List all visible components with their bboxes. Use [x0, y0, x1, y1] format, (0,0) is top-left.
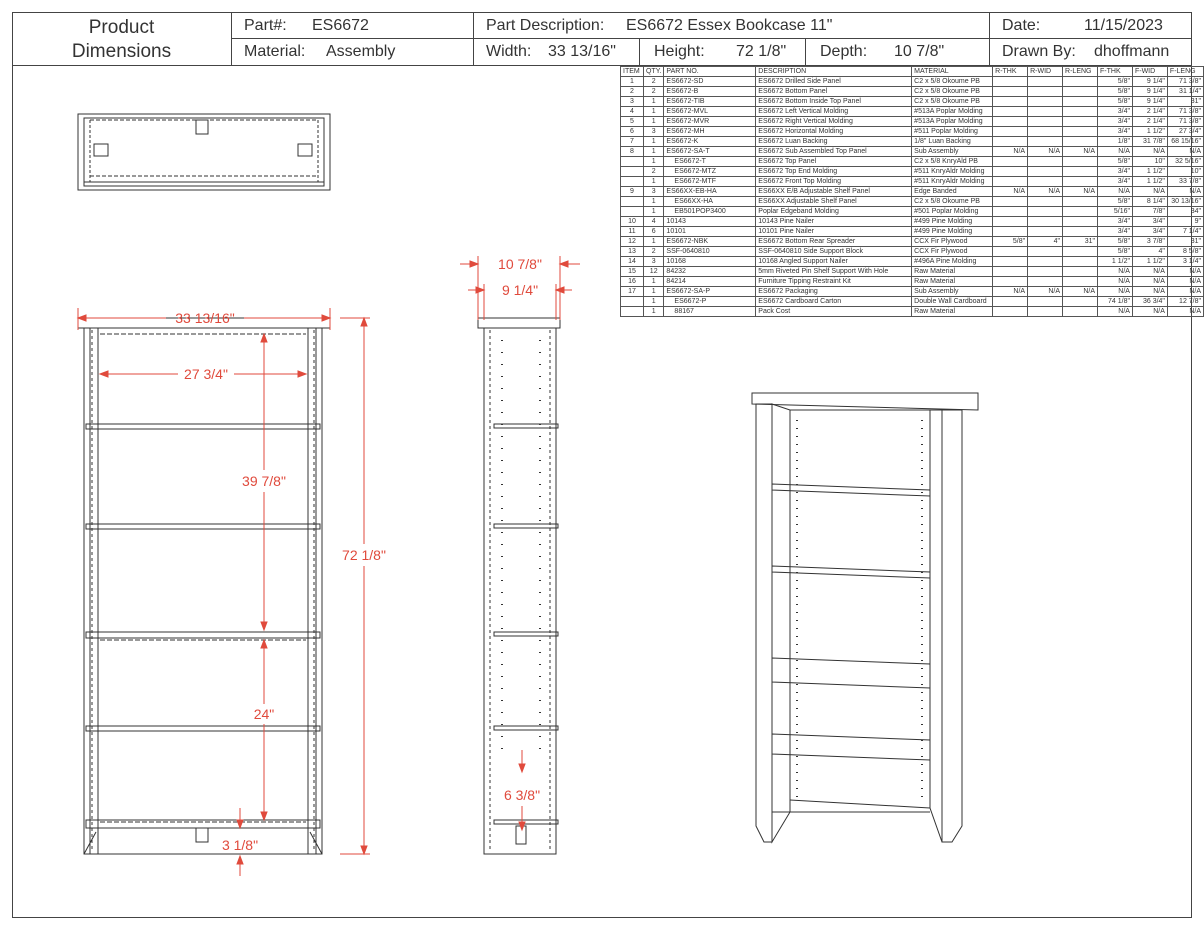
- front-view: [78, 318, 330, 854]
- bom-cell: 84214: [664, 277, 756, 287]
- bom-col-f-leng: F-LENG: [1167, 67, 1203, 77]
- bom-cell: 27 3/4": [1167, 127, 1203, 137]
- bom-cell: 84232: [664, 267, 756, 277]
- bom-cell: 5/8": [1098, 237, 1133, 247]
- bom-cell: 4": [1028, 237, 1063, 247]
- bom-cell: Raw Material: [912, 267, 993, 277]
- width-label: Width:: [486, 43, 532, 60]
- description-value: ES6672 Essex Bookcase 11": [626, 17, 833, 34]
- dim-inner-width: 27 3/4": [184, 366, 228, 382]
- bom-cell: ES6672 Drilled Side Panel: [756, 77, 912, 87]
- part-label: Part#:: [244, 17, 287, 34]
- height-value: 72 1/8": [736, 43, 787, 60]
- bom-cell: 9 1/4": [1132, 77, 1167, 87]
- bom-cell: 3: [621, 97, 644, 107]
- bom-cell: 4: [621, 107, 644, 117]
- depth-value: 10 7/8": [894, 43, 945, 60]
- bom-cell: #513A Poplar Molding: [912, 107, 993, 117]
- bom-cell: ES6672 Bottom Panel: [756, 87, 912, 97]
- bom-cell: ES6672-MVL: [664, 107, 756, 117]
- bom-cell: 1: [643, 207, 663, 217]
- bom-cell: 3/4": [1098, 107, 1133, 117]
- bom-cell: 7/8": [1132, 207, 1167, 217]
- bom-cell: 5/8": [1098, 247, 1133, 257]
- bom-cell: ES6672-MTZ: [664, 167, 756, 177]
- bom-cell: 1: [621, 77, 644, 87]
- bom-cell: ES6672-MH: [664, 127, 756, 137]
- bom-cell: ES6672 Bottom Inside Top Panel: [756, 97, 912, 107]
- bom-cell: ES6672-TIB: [664, 97, 756, 107]
- bom-cell: 2: [643, 247, 663, 257]
- bom-cell: #499 Pine Molding: [912, 217, 993, 227]
- bom-cell: N/A: [1167, 187, 1203, 197]
- bom-col-f-thk: F-THK: [1098, 67, 1133, 77]
- title-line-1: Product: [88, 17, 155, 38]
- bom-col-material: MATERIAL: [912, 67, 993, 77]
- bom-cell: 5: [621, 117, 644, 127]
- bom-cell: #501 Poplar Molding: [912, 207, 993, 217]
- bom-cell: Furniture Tipping Restraint Kit: [756, 277, 912, 287]
- bom-cell: 5/8": [1098, 97, 1133, 107]
- bom-cell: 3/4": [1098, 227, 1133, 237]
- bom-cell: N/A: [1098, 267, 1133, 277]
- bom-cell: 33 7/8": [1167, 177, 1203, 187]
- bom-cell: 6: [621, 127, 644, 137]
- bom-cell: 15: [621, 267, 644, 277]
- bom-cell: N/A: [1132, 147, 1167, 157]
- bom-cell: 2: [643, 77, 663, 87]
- bom-cell: N/A: [993, 187, 1028, 197]
- bom-cell: 31 1/4": [1167, 87, 1203, 97]
- bom-cell: ES6672-NBK: [664, 237, 756, 247]
- bom-cell: 3/4": [1132, 227, 1167, 237]
- bom-cell: 34": [1167, 207, 1203, 217]
- depth-label: Depth:: [820, 43, 868, 60]
- bom-cell: CCX Fir Plywood: [912, 247, 993, 257]
- isometric-view: [752, 393, 978, 842]
- bom-cell: ES6672-MVR: [664, 117, 756, 127]
- bom-cell: 1/8" Luan Backing: [912, 137, 993, 147]
- bom-cell: Pack Cost: [756, 307, 912, 317]
- bom-cell: 9": [1167, 217, 1203, 227]
- bom-cell: ES6672 Sub Assembled Top Panel: [756, 147, 912, 157]
- bom-cell: ES6672 Luan Backing: [756, 137, 912, 147]
- height-label: Height:: [654, 43, 705, 60]
- bom-cell: N/A: [1063, 187, 1098, 197]
- dim-overall-height: 72 1/8": [342, 547, 386, 563]
- bom-cell: 2: [643, 167, 663, 177]
- bom-cell: ES6672 Left Vertical Molding: [756, 107, 912, 117]
- bom-cell: N/A: [1098, 277, 1133, 287]
- top-view: [78, 114, 330, 190]
- bom-cell: ES6672 Top Panel: [756, 157, 912, 167]
- bom-cell: 2: [643, 87, 663, 97]
- bom-cell: 1: [643, 157, 663, 167]
- bom-cell: 36 3/4": [1132, 297, 1167, 307]
- bom-cell: #511 KnryAldr Molding: [912, 167, 993, 177]
- bom-cell: 71 3/8": [1167, 107, 1203, 117]
- bom-cell: Sub Assembly: [912, 287, 993, 297]
- bom-cell: C2 x 5/8 Okoume PB: [912, 197, 993, 207]
- bom-col-description: DESCRIPTION: [756, 67, 912, 77]
- bom-cell: 1: [643, 307, 663, 317]
- bom-cell: 1 1/2": [1132, 127, 1167, 137]
- bom-cell: 10168 Angled Support Nailer: [756, 257, 912, 267]
- bom-cell: N/A: [1167, 147, 1203, 157]
- bom-cell: 1: [643, 147, 663, 157]
- bom-cell: ES6672-K: [664, 137, 756, 147]
- dim-overall-width: 33 13/16": [175, 310, 235, 326]
- bom-cell: N/A: [993, 147, 1028, 157]
- date-label: Date:: [1002, 17, 1041, 34]
- dim-side-offset: 6 3/8": [503, 787, 541, 803]
- bom-cell: Raw Material: [912, 307, 993, 317]
- bom-cell: Poplar Edgeband Molding: [756, 207, 912, 217]
- bom-cell: 1: [643, 107, 663, 117]
- bom-cell: 11: [621, 227, 644, 237]
- bom-cell: 12 7/8": [1167, 297, 1203, 307]
- bom-cell: N/A: [1098, 307, 1133, 317]
- bom-col-part-no: PART NO.: [664, 67, 756, 77]
- bom-cell: 10: [621, 217, 644, 227]
- bom-cell: Raw Material: [912, 277, 993, 287]
- bom-cell: 74 1/8": [1098, 297, 1133, 307]
- bom-cell: 2 1/4": [1132, 117, 1167, 127]
- bom-cell: 1: [643, 177, 663, 187]
- bom-cell: 1 1/2": [1132, 177, 1167, 187]
- material-label: Material:: [244, 43, 306, 60]
- bom-cell: ES6672-P: [664, 297, 756, 307]
- bom-col-f-wid: F-WID: [1132, 67, 1167, 77]
- bom-cell: 3: [643, 127, 663, 137]
- bom-cell: 5/16": [1098, 207, 1133, 217]
- bom-cell: ES66XX E/B Adjustable Shelf Panel: [756, 187, 912, 197]
- bom-cell: N/A: [1028, 187, 1063, 197]
- bom-cell: ES6672 Right Vertical Molding: [756, 117, 912, 127]
- bom-cell: 10168: [664, 257, 756, 267]
- bom-cell: 32 5/16": [1167, 157, 1203, 167]
- dim-depth-inner: 9 1/4": [501, 282, 539, 298]
- bom-cell: 1: [643, 197, 663, 207]
- bom-cell: 12: [643, 267, 663, 277]
- dim-depth-overall: 10 7/8": [498, 256, 542, 272]
- bom-cell: CCX Fir Plywood: [912, 237, 993, 247]
- bom-cell: C2 x 5/8 Okoume PB: [912, 97, 993, 107]
- drawn-by-value: dhoffmann: [1094, 43, 1170, 60]
- bom-cell: 3: [643, 257, 663, 267]
- bom-cell: 17: [621, 287, 644, 297]
- bom-col-r-thk: R-THK: [993, 67, 1028, 77]
- bom-cell: 88167: [664, 307, 756, 317]
- bom-cell: 5/8": [1098, 197, 1133, 207]
- bom-cell: N/A: [1167, 307, 1203, 317]
- bom-cell: 1: [643, 297, 663, 307]
- bom-cell: 5/8": [1098, 157, 1133, 167]
- bom-cell: 4: [643, 217, 663, 227]
- bom-cell: ES6672 Packaging: [756, 287, 912, 297]
- bom-cell: 5/8": [993, 237, 1028, 247]
- bom-cell: C2 x 5/8 KnryAld PB: [912, 157, 993, 167]
- bom-cell: 3/4": [1098, 217, 1133, 227]
- bom-cell: 5/8": [1098, 87, 1133, 97]
- bom-cell: Edge Banded: [912, 187, 993, 197]
- bom-cell: N/A: [1098, 187, 1133, 197]
- dimension-lines: [78, 256, 580, 876]
- bom-cell: 1: [643, 97, 663, 107]
- bom-cell: 31": [1167, 237, 1203, 247]
- bom-cell: ES6672 Horizontal Molding: [756, 127, 912, 137]
- bom-cell: EB501POP3400: [664, 207, 756, 217]
- bom-cell: #499 Pine Molding: [912, 227, 993, 237]
- bom-cell: 8 5/8": [1167, 247, 1203, 257]
- bom-cell: 30 13/16": [1167, 197, 1203, 207]
- bom-cell: 3/4": [1098, 127, 1133, 137]
- bom-cell: 3 1/4": [1167, 257, 1203, 267]
- bom-cell: ES6672 Top End Molding: [756, 167, 912, 177]
- bom-cell: #511 Poplar Molding: [912, 127, 993, 137]
- bom-cell: 3: [643, 187, 663, 197]
- bom-cell: 31": [1167, 97, 1203, 107]
- bom-cell: 1: [643, 237, 663, 247]
- bom-cell: 9: [621, 187, 644, 197]
- bom-cell: 10143: [664, 217, 756, 227]
- bom-cell: #513A Poplar Molding: [912, 117, 993, 127]
- bom-cell: 9 1/4": [1132, 97, 1167, 107]
- bom-cell: 31 7/8": [1132, 137, 1167, 147]
- bom-cell: N/A: [993, 287, 1028, 297]
- bom-cell: SSF-0640810 Side Support Block: [756, 247, 912, 257]
- bom-cell: N/A: [1098, 147, 1133, 157]
- title-line-2: Dimensions: [71, 41, 172, 62]
- bom-cell: 12: [621, 237, 644, 247]
- bom-cell: ES6672-B: [664, 87, 756, 97]
- bom-cell: 4": [1132, 247, 1167, 257]
- bom-cell: ES66XX-HA: [664, 197, 756, 207]
- bom-cell: Double Wall Cardboard: [912, 297, 993, 307]
- description-label: Part Description:: [486, 17, 605, 34]
- bom-cell: N/A: [1132, 267, 1167, 277]
- bom-cell: 6: [643, 227, 663, 237]
- bom-cell: 8: [621, 147, 644, 157]
- bom-cell: 5/8": [1098, 77, 1133, 87]
- bom-cell: N/A: [1167, 287, 1203, 297]
- bom-cell: 71 3/8": [1167, 117, 1203, 127]
- bom-cell: 1 1/2": [1132, 167, 1167, 177]
- bom-cell: 3/4": [1098, 117, 1133, 127]
- bom-cell: N/A: [1132, 187, 1167, 197]
- bom-cell: C2 x 5/8 Okoume PB: [912, 87, 993, 97]
- bom-cell: 8 1/4": [1132, 197, 1167, 207]
- bom-cell: 3/4": [1098, 177, 1133, 187]
- bom-cell: 3/4": [1132, 217, 1167, 227]
- bom-cell: 10143 Pine Nailer: [756, 217, 912, 227]
- bom-cell: SSF-0640810: [664, 247, 756, 257]
- bom-cell: #511 KnryAldr Molding: [912, 177, 993, 187]
- bom-cell: 10101 Pine Nailer: [756, 227, 912, 237]
- bom-cell: 1: [643, 117, 663, 127]
- bom-cell: 1: [643, 137, 663, 147]
- bom-col-r-wid: R-WID: [1028, 67, 1063, 77]
- bom-col-item: ITEM: [621, 67, 644, 77]
- bom-col-qty: QTY.: [643, 67, 663, 77]
- bom-cell: Sub Assembly: [912, 147, 993, 157]
- bom-col-r-leng: R-LENG: [1063, 67, 1098, 77]
- bom-cell: 13: [621, 247, 644, 257]
- material-value: Assembly: [326, 43, 396, 60]
- bom-cell: N/A: [1063, 147, 1098, 157]
- bom-cell: ES6672-MTF: [664, 177, 756, 187]
- bom-cell: ES66XX Adjustable Shelf Panel: [756, 197, 912, 207]
- bom-cell: 10": [1167, 167, 1203, 177]
- dim-bottom-offset: 3 1/8": [221, 837, 259, 853]
- bom-cell: 9 1/4": [1132, 87, 1167, 97]
- bom-cell: 1: [643, 287, 663, 297]
- side-view: [478, 318, 560, 854]
- bom-cell: ES6672 Bottom Rear Spreader: [756, 237, 912, 247]
- bom-cell: 7: [621, 137, 644, 147]
- bom-cell: N/A: [1132, 287, 1167, 297]
- bom-cell: ES6672-SA-T: [664, 147, 756, 157]
- bom-cell: 14: [621, 257, 644, 267]
- bom-cell: ES6672 Front Top Molding: [756, 177, 912, 187]
- width-value: 33 13/16": [548, 43, 616, 60]
- bom-cell: N/A: [1028, 147, 1063, 157]
- bom-cell: 7 1/4": [1167, 227, 1203, 237]
- bom-cell: 1 1/2": [1132, 257, 1167, 267]
- part-value: ES6672: [312, 17, 369, 34]
- date-value: 11/15/2023: [1084, 17, 1163, 34]
- bom-cell: N/A: [1028, 287, 1063, 297]
- bom-cell: ES6672-SD: [664, 77, 756, 87]
- bom-cell: 10": [1132, 157, 1167, 167]
- drawn-by-label: Drawn By:: [1002, 43, 1076, 60]
- bom-cell: 1/8": [1098, 137, 1133, 147]
- bom-cell: ES6672-T: [664, 157, 756, 167]
- bom-cell: N/A: [1167, 277, 1203, 287]
- bom-cell: ES6672 Cardboard Carton: [756, 297, 912, 307]
- bom-cell: 2: [621, 87, 644, 97]
- bom-cell: 3 7/8": [1132, 237, 1167, 247]
- bom-cell: 71 3/8": [1167, 77, 1203, 87]
- dim-lower-gap: 24": [253, 706, 275, 722]
- bom-cell: ES6672-SA-P: [664, 287, 756, 297]
- bom-cell: N/A: [1098, 287, 1133, 297]
- bom-cell: 1 1/2": [1098, 257, 1133, 267]
- bom-cell: 5mm Riveted Pin Shelf Support With Hole: [756, 267, 912, 277]
- bom-cell: #496A Pine Molding: [912, 257, 993, 267]
- bom-cell: 31": [1063, 237, 1098, 247]
- bom-cell: N/A: [1063, 287, 1098, 297]
- bom-cell: N/A: [1132, 277, 1167, 287]
- dim-shelf-gap: 39 7/8": [242, 473, 286, 489]
- bom-cell: N/A: [1167, 267, 1203, 277]
- bom-cell: ES66XX-EB-HA: [664, 187, 756, 197]
- bom-cell: N/A: [1132, 307, 1167, 317]
- bom-cell: 2 1/4": [1132, 107, 1167, 117]
- bom-cell: 3/4": [1098, 167, 1133, 177]
- bom-cell: C2 x 5/8 Okoume PB: [912, 77, 993, 87]
- bom-cell: 10101: [664, 227, 756, 237]
- bom-cell: 1: [643, 277, 663, 287]
- bom-cell: 16: [621, 277, 644, 287]
- bom-cell: 68 15/16": [1167, 137, 1203, 147]
